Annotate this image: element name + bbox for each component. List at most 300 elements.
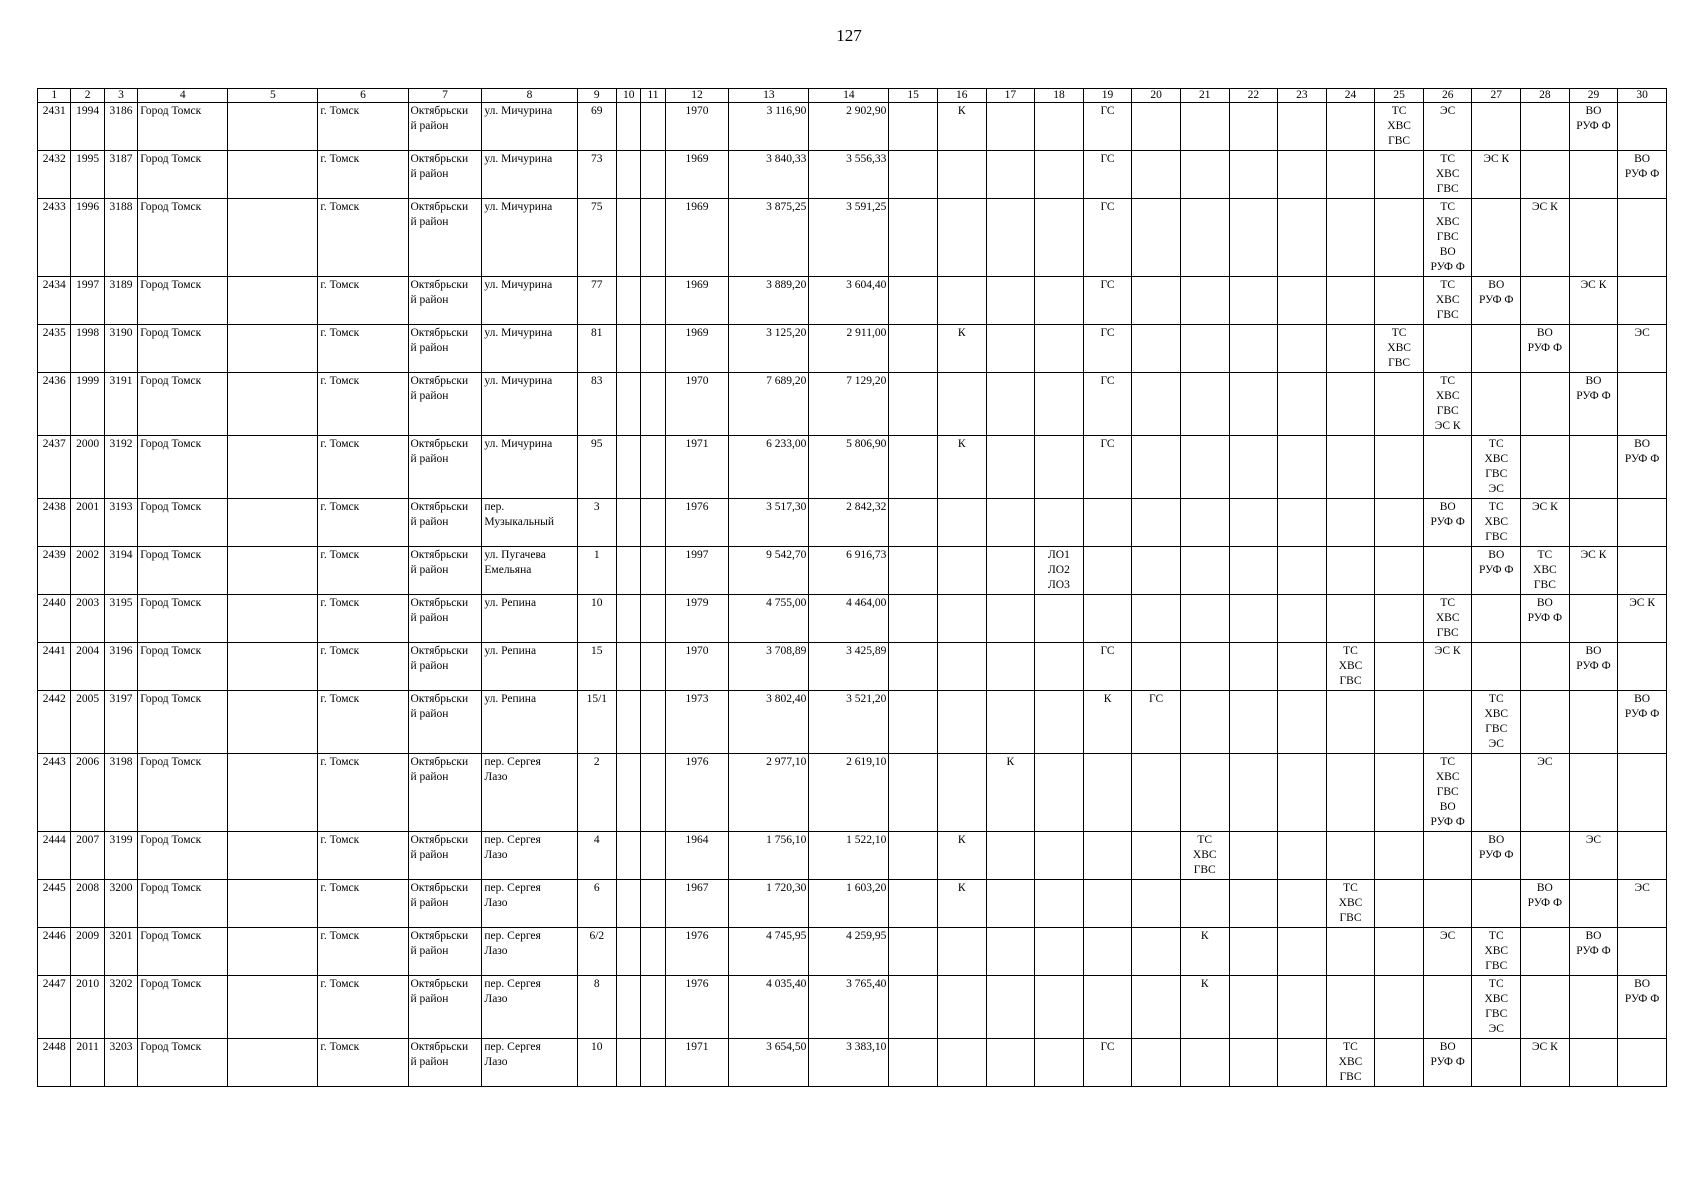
- table-cell-col-19: [1083, 499, 1132, 547]
- table-cell-col-18: [1035, 1039, 1084, 1087]
- table-cell-col-19: [1083, 754, 1132, 832]
- table-row: [38, 547, 1667, 595]
- table-cell-col-8: ул. Репина: [482, 691, 577, 754]
- table-cell-col-20: [1132, 832, 1181, 880]
- table-cell-col-27: [1472, 103, 1521, 151]
- table-cell-col-12: 1967: [665, 880, 729, 928]
- table-cell-col-22: [1229, 691, 1278, 754]
- table-cell-col-3: 3187: [104, 151, 137, 199]
- table-cell-col-27: ВО РУФ Ф: [1472, 277, 1521, 325]
- column-number-18: 18: [1035, 89, 1084, 103]
- table-cell-col-8: пер. Сергея Лазо: [482, 832, 577, 880]
- table-cell-col-15: [889, 325, 938, 373]
- table-cell-col-14: 3 383,10: [809, 1039, 889, 1087]
- table-cell-col-29: ВО РУФ Ф: [1569, 643, 1618, 691]
- table-cell-col-3: 3196: [104, 643, 137, 691]
- table-cell-col-1: 2431: [38, 103, 71, 151]
- table-cell-col-14: 3 591,25: [809, 199, 889, 277]
- table-cell-col-13: 2 977,10: [729, 754, 809, 832]
- table-cell-col-13: 3 517,30: [729, 499, 809, 547]
- table-cell-col-12: 1976: [665, 754, 729, 832]
- table-cell-col-1: 2432: [38, 151, 71, 199]
- table-cell-col-6: г. Томск: [318, 754, 408, 832]
- table-row: [38, 151, 1667, 199]
- table-cell-col-17: [986, 691, 1035, 754]
- table-cell-col-12: 1976: [665, 928, 729, 976]
- column-number-13: 13: [729, 89, 809, 103]
- table-cell-col-23: [1278, 976, 1327, 1039]
- table-cell-col-10: [617, 880, 641, 928]
- table-cell-col-23: [1278, 151, 1327, 199]
- table-cell-col-25: [1375, 199, 1424, 277]
- table-cell-col-5: [228, 595, 318, 643]
- table-cell-col-28: ВО РУФ Ф: [1521, 880, 1570, 928]
- table-cell-col-20: [1132, 595, 1181, 643]
- table-cell-col-19: ГС: [1083, 1039, 1132, 1087]
- table-cell-col-7: Октябрьски й район: [408, 547, 482, 595]
- table-cell-col-21: [1180, 373, 1229, 436]
- table-cell-col-27: [1472, 595, 1521, 643]
- table-cell-col-9: 6/2: [577, 928, 616, 976]
- table-cell-col-16: К: [937, 325, 986, 373]
- table-cell-col-14: 2 911,00: [809, 325, 889, 373]
- table-cell-col-24: [1326, 277, 1375, 325]
- table-cell-col-2: 2009: [71, 928, 104, 976]
- table-cell-col-15: [889, 499, 938, 547]
- table-cell-col-25: [1375, 499, 1424, 547]
- table-cell-col-19: [1083, 880, 1132, 928]
- table-cell-col-10: [617, 199, 641, 277]
- table-cell-col-23: [1278, 1039, 1327, 1087]
- table-cell-col-14: 1 603,20: [809, 880, 889, 928]
- table-cell-col-21: [1180, 754, 1229, 832]
- table-cell-col-18: [1035, 928, 1084, 976]
- table-row: [38, 199, 1667, 277]
- table-cell-col-27: [1472, 325, 1521, 373]
- table-cell-col-25: [1375, 436, 1424, 499]
- table-cell-col-25: [1375, 373, 1424, 436]
- table-cell-col-18: [1035, 754, 1084, 832]
- table-cell-col-15: [889, 832, 938, 880]
- table-cell-col-3: 3191: [104, 373, 137, 436]
- table-cell-col-11: [641, 976, 665, 1039]
- table-cell-col-19: ГС: [1083, 436, 1132, 499]
- column-number-23: 23: [1278, 89, 1327, 103]
- table-cell-col-17: [986, 499, 1035, 547]
- table-cell-col-5: [228, 199, 318, 277]
- table-cell-col-19: [1083, 547, 1132, 595]
- table-cell-col-27: [1472, 643, 1521, 691]
- table-cell-col-13: 3 802,40: [729, 691, 809, 754]
- table-cell-col-11: [641, 595, 665, 643]
- table-cell-col-29: ЭС К: [1569, 277, 1618, 325]
- table-cell-col-29: [1569, 880, 1618, 928]
- table-cell-col-24: [1326, 754, 1375, 832]
- table-cell-col-6: г. Томск: [318, 832, 408, 880]
- table-cell-col-22: [1229, 1039, 1278, 1087]
- table-cell-col-8: ул. Мичурина: [482, 436, 577, 499]
- table-cell-col-6: г. Томск: [318, 691, 408, 754]
- table-row: [38, 976, 1667, 1039]
- table-cell-col-27: [1472, 199, 1521, 277]
- table-cell-col-11: [641, 436, 665, 499]
- table-cell-col-13: 6 233,00: [729, 436, 809, 499]
- table-cell-col-28: [1521, 373, 1570, 436]
- table-cell-col-25: [1375, 976, 1424, 1039]
- table-cell-col-6: г. Томск: [318, 103, 408, 151]
- table-cell-col-13: 4 755,00: [729, 595, 809, 643]
- table-cell-col-8: ул. Мичурина: [482, 199, 577, 277]
- table-cell-col-1: 2435: [38, 325, 71, 373]
- table-cell-col-20: ГС: [1132, 691, 1181, 754]
- table-cell-col-6: г. Томск: [318, 499, 408, 547]
- table-cell-col-8: пер. Сергея Лазо: [482, 880, 577, 928]
- table-cell-col-6: г. Томск: [318, 928, 408, 976]
- table-cell-col-22: [1229, 928, 1278, 976]
- table-cell-col-7: Октябрьски й район: [408, 928, 482, 976]
- table-cell-col-7: Октябрьски й район: [408, 595, 482, 643]
- table-cell-col-3: 3198: [104, 754, 137, 832]
- table-row: [38, 325, 1667, 373]
- table-cell-col-17: [986, 103, 1035, 151]
- table-cell-col-2: 2006: [71, 754, 104, 832]
- table-cell-col-12: 1976: [665, 976, 729, 1039]
- table-cell-col-15: [889, 436, 938, 499]
- table-cell-col-10: [617, 277, 641, 325]
- table-cell-col-12: 1973: [665, 691, 729, 754]
- table-cell-col-18: [1035, 595, 1084, 643]
- table-cell-col-20: [1132, 436, 1181, 499]
- table-cell-col-12: 1971: [665, 1039, 729, 1087]
- table-cell-col-24: [1326, 928, 1375, 976]
- table-cell-col-1: 2433: [38, 199, 71, 277]
- table-cell-col-25: [1375, 643, 1424, 691]
- table-cell-col-6: г. Томск: [318, 151, 408, 199]
- table-cell-col-26: ТС ХВС ГВС: [1423, 595, 1472, 643]
- table-cell-col-4: Город Томск: [138, 373, 228, 436]
- table-cell-col-22: [1229, 499, 1278, 547]
- table-cell-col-26: [1423, 832, 1472, 880]
- table-cell-col-16: К: [937, 832, 986, 880]
- table-cell-col-15: [889, 103, 938, 151]
- table-cell-col-13: 1 756,10: [729, 832, 809, 880]
- table-cell-col-13: 3 654,50: [729, 1039, 809, 1087]
- table-cell-col-24: [1326, 199, 1375, 277]
- table-cell-col-12: 1969: [665, 199, 729, 277]
- table-cell-col-5: [228, 691, 318, 754]
- table-cell-col-1: 2438: [38, 499, 71, 547]
- table-cell-col-7: Октябрьски й район: [408, 643, 482, 691]
- table-cell-col-1: 2442: [38, 691, 71, 754]
- table-cell-col-26: ТС ХВС ГВС ВО РУФ Ф: [1423, 754, 1472, 832]
- table-cell-col-17: [986, 928, 1035, 976]
- table-cell-col-13: 4 745,95: [729, 928, 809, 976]
- table-cell-col-26: [1423, 436, 1472, 499]
- table-cell-col-9: 83: [577, 373, 616, 436]
- table-cell-col-30: ЭС: [1618, 880, 1667, 928]
- table-cell-col-19: [1083, 928, 1132, 976]
- table-cell-col-13: 9 542,70: [729, 547, 809, 595]
- table-cell-col-30: ЭС: [1618, 325, 1667, 373]
- table-cell-col-29: [1569, 499, 1618, 547]
- table-cell-col-30: [1618, 547, 1667, 595]
- column-number-21: 21: [1180, 89, 1229, 103]
- table-cell-col-22: [1229, 436, 1278, 499]
- table-cell-col-14: 6 916,73: [809, 547, 889, 595]
- table-cell-col-17: [986, 199, 1035, 277]
- table-cell-col-13: 3 875,25: [729, 199, 809, 277]
- table-cell-col-2: 1999: [71, 373, 104, 436]
- table-cell-col-24: ТС ХВС ГВС: [1326, 880, 1375, 928]
- table-row: [38, 754, 1667, 832]
- table-cell-col-26: ТС ХВС ГВС: [1423, 277, 1472, 325]
- table-cell-col-22: [1229, 643, 1278, 691]
- table-cell-col-9: 2: [577, 754, 616, 832]
- table-cell-col-1: 2436: [38, 373, 71, 436]
- table-cell-col-20: [1132, 754, 1181, 832]
- table-cell-col-18: [1035, 373, 1084, 436]
- column-number-11: 11: [641, 89, 665, 103]
- table-cell-col-26: ТС ХВС ГВС ВО РУФ Ф: [1423, 199, 1472, 277]
- table-cell-col-18: ЛО1 ЛО2 ЛО3: [1035, 547, 1084, 595]
- table-cell-col-21: [1180, 547, 1229, 595]
- table-cell-col-4: Город Томск: [138, 199, 228, 277]
- table-cell-col-11: [641, 199, 665, 277]
- table-cell-col-1: 2439: [38, 547, 71, 595]
- table-cell-col-11: [641, 325, 665, 373]
- table-cell-col-15: [889, 199, 938, 277]
- table-cell-col-7: Октябрьски й район: [408, 199, 482, 277]
- table-cell-col-22: [1229, 832, 1278, 880]
- table-cell-col-18: [1035, 976, 1084, 1039]
- table-cell-col-24: [1326, 499, 1375, 547]
- page-number: 127: [836, 26, 862, 45]
- table-cell-col-8: пер. Сергея Лазо: [482, 1039, 577, 1087]
- table-cell-col-22: [1229, 325, 1278, 373]
- table-cell-col-3: 3202: [104, 976, 137, 1039]
- table-cell-col-16: [937, 199, 986, 277]
- table-cell-col-18: [1035, 499, 1084, 547]
- table-cell-col-28: [1521, 277, 1570, 325]
- table-cell-col-5: [228, 928, 318, 976]
- table-cell-col-15: [889, 547, 938, 595]
- table-cell-col-23: [1278, 373, 1327, 436]
- table-cell-col-11: [641, 928, 665, 976]
- table-cell-col-5: [228, 325, 318, 373]
- table-cell-col-7: Октябрьски й район: [408, 976, 482, 1039]
- table-cell-col-28: [1521, 103, 1570, 151]
- table-cell-col-28: ВО РУФ Ф: [1521, 325, 1570, 373]
- column-number-4: 4: [138, 89, 228, 103]
- column-number-2: 2: [71, 89, 104, 103]
- table-cell-col-25: [1375, 691, 1424, 754]
- table-cell-col-24: [1326, 436, 1375, 499]
- table-cell-col-10: [617, 691, 641, 754]
- table-cell-col-15: [889, 595, 938, 643]
- table-cell-col-23: [1278, 325, 1327, 373]
- table-cell-col-12: 1997: [665, 547, 729, 595]
- table-cell-col-3: 3203: [104, 1039, 137, 1087]
- table-cell-col-2: 2010: [71, 976, 104, 1039]
- table-cell-col-4: Город Томск: [138, 103, 228, 151]
- table-cell-col-15: [889, 643, 938, 691]
- table-cell-col-18: [1035, 436, 1084, 499]
- table-cell-col-6: г. Томск: [318, 595, 408, 643]
- table-cell-col-26: [1423, 976, 1472, 1039]
- table-cell-col-20: [1132, 199, 1181, 277]
- table-cell-col-5: [228, 103, 318, 151]
- table-cell-col-12: 1970: [665, 103, 729, 151]
- table-cell-col-13: 3 116,90: [729, 103, 809, 151]
- column-number-10: 10: [617, 89, 641, 103]
- table-cell-col-20: [1132, 928, 1181, 976]
- table-cell-col-2: 2011: [71, 1039, 104, 1087]
- table-cell-col-29: [1569, 199, 1618, 277]
- table-cell-col-27: ВО РУФ Ф: [1472, 547, 1521, 595]
- table-cell-col-30: [1618, 928, 1667, 976]
- column-number-22: 22: [1229, 89, 1278, 103]
- table-cell-col-21: [1180, 595, 1229, 643]
- table-cell-col-4: Город Томск: [138, 832, 228, 880]
- table-cell-col-11: [641, 103, 665, 151]
- table-cell-col-23: [1278, 754, 1327, 832]
- table-row: [38, 880, 1667, 928]
- table-row: [38, 595, 1667, 643]
- column-number-6: 6: [318, 89, 408, 103]
- table-cell-col-26: [1423, 325, 1472, 373]
- table-cell-col-16: [937, 373, 986, 436]
- table-cell-col-21: [1180, 1039, 1229, 1087]
- table-cell-col-9: 6: [577, 880, 616, 928]
- table-cell-col-25: [1375, 547, 1424, 595]
- table-cell-col-27: ТС ХВС ГВС ЭС: [1472, 436, 1521, 499]
- table-cell-col-30: ЭС К: [1618, 595, 1667, 643]
- table-cell-col-3: 3197: [104, 691, 137, 754]
- table-cell-col-18: [1035, 832, 1084, 880]
- table-cell-col-14: 3 521,20: [809, 691, 889, 754]
- table-cell-col-16: [937, 754, 986, 832]
- table-cell-col-11: [641, 499, 665, 547]
- table-cell-col-12: 1969: [665, 277, 729, 325]
- table-cell-col-21: [1180, 499, 1229, 547]
- table-cell-col-19: ГС: [1083, 373, 1132, 436]
- table-cell-col-7: Октябрьски й район: [408, 103, 482, 151]
- table-cell-col-25: [1375, 1039, 1424, 1087]
- table-cell-col-21: ТС ХВС ГВС: [1180, 832, 1229, 880]
- table-cell-col-19: ГС: [1083, 277, 1132, 325]
- table-cell-col-20: [1132, 151, 1181, 199]
- table-cell-col-23: [1278, 643, 1327, 691]
- table-cell-col-25: [1375, 928, 1424, 976]
- table-cell-col-27: [1472, 1039, 1521, 1087]
- table-cell-col-16: [937, 1039, 986, 1087]
- table-cell-col-6: г. Томск: [318, 643, 408, 691]
- table-cell-col-14: 5 806,90: [809, 436, 889, 499]
- table-cell-col-11: [641, 373, 665, 436]
- table-cell-col-10: [617, 151, 641, 199]
- column-number-5: 5: [228, 89, 318, 103]
- table-cell-col-17: К: [986, 754, 1035, 832]
- table-cell-col-17: [986, 976, 1035, 1039]
- table-cell-col-20: [1132, 880, 1181, 928]
- table-cell-col-12: 1971: [665, 436, 729, 499]
- table-cell-col-8: ул. Пугачева Емельяна: [482, 547, 577, 595]
- table-cell-col-4: Город Томск: [138, 499, 228, 547]
- table-cell-col-22: [1229, 595, 1278, 643]
- table-cell-col-27: ВО РУФ Ф: [1472, 832, 1521, 880]
- table-cell-col-24: [1326, 547, 1375, 595]
- table-cell-col-17: [986, 595, 1035, 643]
- table-cell-col-29: [1569, 691, 1618, 754]
- table-cell-col-11: [641, 151, 665, 199]
- table-cell-col-27: [1472, 880, 1521, 928]
- table-cell-col-24: [1326, 325, 1375, 373]
- table-cell-col-28: ЭС К: [1521, 1039, 1570, 1087]
- table-cell-col-16: [937, 928, 986, 976]
- table-row: [38, 691, 1667, 754]
- table-row: [38, 103, 1667, 151]
- table-cell-col-10: [617, 103, 641, 151]
- table-cell-col-24: [1326, 151, 1375, 199]
- table-cell-col-20: [1132, 325, 1181, 373]
- table-cell-col-28: ЭС: [1521, 754, 1570, 832]
- table-row: [38, 832, 1667, 880]
- table-cell-col-14: 1 522,10: [809, 832, 889, 880]
- table-cell-col-5: [228, 499, 318, 547]
- table-cell-col-8: ул. Репина: [482, 595, 577, 643]
- table-cell-col-10: [617, 325, 641, 373]
- table-cell-col-15: [889, 880, 938, 928]
- table-cell-col-3: 3186: [104, 103, 137, 151]
- table-cell-col-27: ТС ХВС ГВС ЭС: [1472, 691, 1521, 754]
- column-number-15: 15: [889, 89, 938, 103]
- table-cell-col-5: [228, 547, 318, 595]
- column-number-19: 19: [1083, 89, 1132, 103]
- table-cell-col-1: 2445: [38, 880, 71, 928]
- table-cell-col-26: ЭС: [1423, 103, 1472, 151]
- table-cell-col-10: [617, 928, 641, 976]
- table-cell-col-26: ВО РУФ Ф: [1423, 1039, 1472, 1087]
- table-cell-col-10: [617, 643, 641, 691]
- table-cell-col-25: ТС ХВС ГВС: [1375, 103, 1424, 151]
- table-cell-col-4: Город Томск: [138, 643, 228, 691]
- table-cell-col-2: 2003: [71, 595, 104, 643]
- table-cell-col-10: [617, 1039, 641, 1087]
- table-cell-col-15: [889, 691, 938, 754]
- table-cell-col-5: [228, 373, 318, 436]
- table-cell-col-5: [228, 436, 318, 499]
- table-cell-col-22: [1229, 373, 1278, 436]
- table-cell-col-29: [1569, 754, 1618, 832]
- table-cell-col-28: ВО РУФ Ф: [1521, 595, 1570, 643]
- table-cell-col-18: [1035, 277, 1084, 325]
- column-number-7: 7: [408, 89, 482, 103]
- table-cell-col-13: 3 125,20: [729, 325, 809, 373]
- table-cell-col-23: [1278, 499, 1327, 547]
- table-cell-col-16: [937, 151, 986, 199]
- table-cell-col-18: [1035, 103, 1084, 151]
- table-cell-col-7: Октябрьски й район: [408, 499, 482, 547]
- table-cell-col-5: [228, 976, 318, 1039]
- table-cell-col-27: ТС ХВС ГВС: [1472, 499, 1521, 547]
- table-cell-col-2: 1998: [71, 325, 104, 373]
- column-number-3: 3: [104, 89, 137, 103]
- table-cell-col-29: ЭС К: [1569, 547, 1618, 595]
- table-cell-col-10: [617, 595, 641, 643]
- table-cell-col-8: ул. Мичурина: [482, 325, 577, 373]
- table-cell-col-3: 3193: [104, 499, 137, 547]
- table-cell-col-23: [1278, 880, 1327, 928]
